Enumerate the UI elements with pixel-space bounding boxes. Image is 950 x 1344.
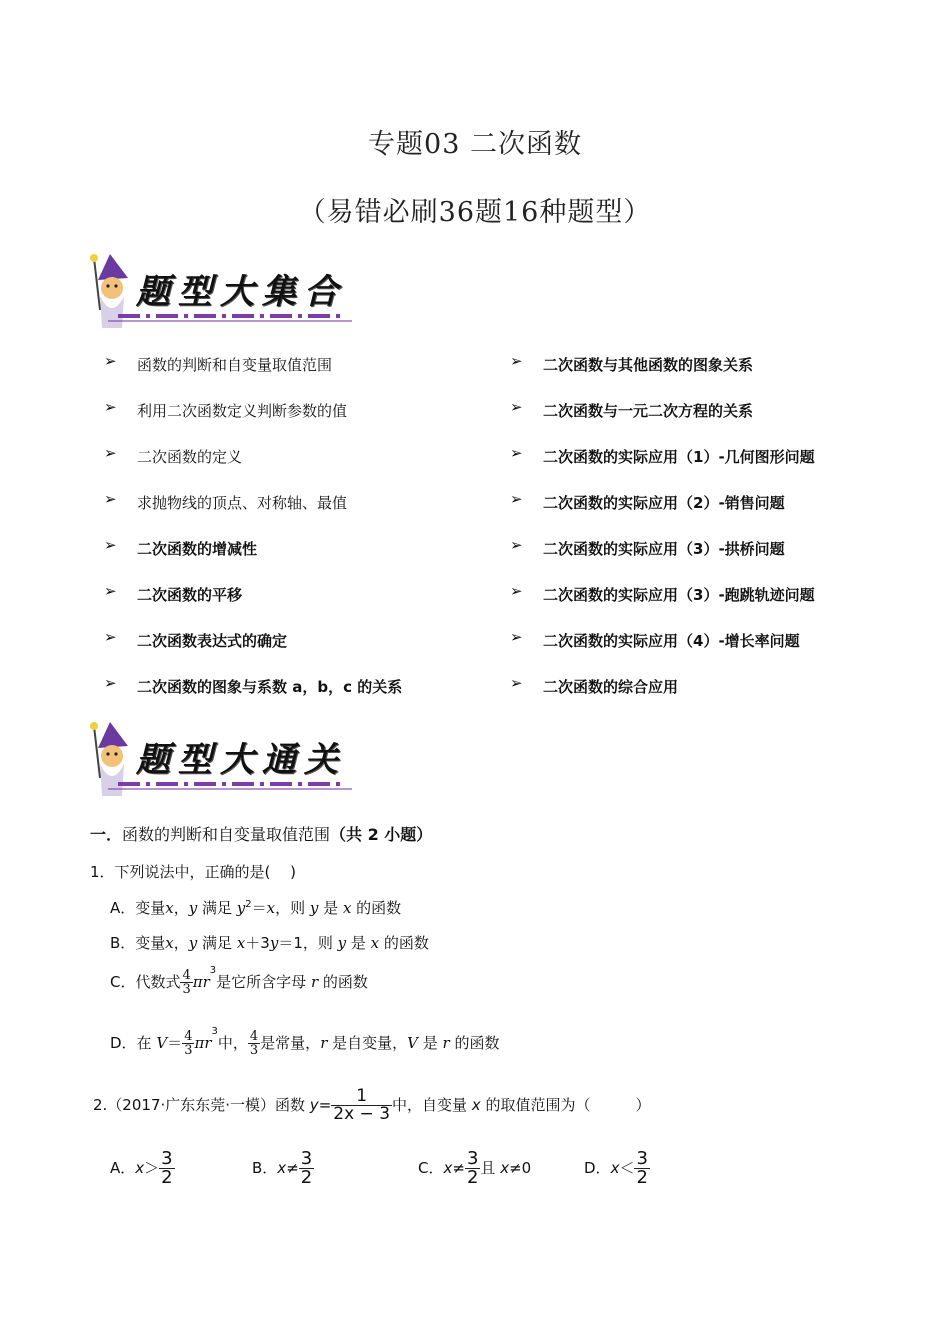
text: 是常量， xyxy=(260,1034,321,1052)
math-var: x xyxy=(277,1159,287,1177)
text: 中，自变量 xyxy=(392,1096,472,1114)
frac-den: 2 xyxy=(300,1167,313,1188)
math-var: x xyxy=(165,934,174,952)
text: 的函数 xyxy=(449,1034,500,1052)
question-1-option-d xyxy=(110,1027,499,1057)
fraction xyxy=(159,1150,174,1187)
bullet-arrow-icon: ➢ xyxy=(510,490,523,508)
exponent: 3 xyxy=(209,965,217,976)
math-var: x xyxy=(443,1159,453,1177)
question-2-option-d xyxy=(584,1150,650,1187)
text: 是 xyxy=(346,934,371,952)
topic-item: 二次函数与一元二次方程的关系 xyxy=(543,402,754,420)
option-label: B．变量 xyxy=(110,934,166,952)
frac-den: 2 xyxy=(161,1167,173,1188)
math-var: y xyxy=(269,934,279,952)
math-var: V xyxy=(156,1034,168,1052)
math-op: ≠ xyxy=(286,1159,299,1177)
fraction xyxy=(180,969,192,996)
topic-item: 二次函数的实际应用（1）-几何图形问题 xyxy=(543,448,815,466)
question-2-option-a xyxy=(110,1150,175,1187)
frac-den: 2 xyxy=(636,1167,648,1188)
topic-item: 二次函数的增减性 xyxy=(137,540,258,558)
math-expr: πr xyxy=(194,1034,212,1052)
math-var: x xyxy=(342,899,352,917)
frac-num: 4 xyxy=(249,1029,259,1044)
bullet-arrow-icon: ➢ xyxy=(104,398,117,416)
bullet-arrow-icon: ➢ xyxy=(104,582,117,600)
math-var: y xyxy=(337,934,347,952)
bullet-arrow-icon: ➢ xyxy=(510,582,523,600)
math-var: y xyxy=(309,899,319,917)
frac-den: 3 xyxy=(249,1043,259,1058)
fraction xyxy=(182,1030,194,1057)
math-var: y xyxy=(309,1096,319,1114)
fraction xyxy=(634,1150,649,1187)
question-2-option-c xyxy=(418,1150,531,1187)
option-label: D．在 xyxy=(110,1034,157,1052)
fraction xyxy=(331,1088,392,1123)
math-op: ≠ xyxy=(452,1159,465,1177)
banner-pass-text: 题型大通关 xyxy=(136,740,346,780)
question-2-option-b xyxy=(252,1150,314,1187)
text: 的函数 xyxy=(318,973,368,991)
frac-num: 3 xyxy=(466,1148,479,1169)
text: 是 xyxy=(318,899,343,917)
topic-item: 二次函数的实际应用（4）-增长率问题 xyxy=(543,632,800,650)
topic-item: 求抛物线的顶点、对称轴、最值 xyxy=(137,494,348,512)
text: 是自变量， xyxy=(327,1034,408,1052)
option-label: C．代数式 xyxy=(110,973,181,991)
text: 2.（2017·广东东莞·一模）函数 xyxy=(93,1096,310,1114)
question-1-stem: 1．下列说法中，正确的是( ) xyxy=(90,863,297,881)
text: 的函数 xyxy=(379,934,429,952)
bullet-arrow-icon: ➢ xyxy=(510,628,523,646)
text: ，则 xyxy=(275,899,310,917)
frac-num: 4 xyxy=(182,968,191,983)
math-var: x xyxy=(610,1159,620,1177)
math-var: V xyxy=(407,1034,418,1052)
bullet-arrow-icon: ➢ xyxy=(510,674,523,692)
frac-den: 2 xyxy=(466,1167,479,1188)
math-op: ＝ xyxy=(167,1034,183,1052)
math-expr: πr xyxy=(192,973,210,991)
frac-num: 3 xyxy=(300,1148,313,1169)
math-var: r xyxy=(320,1034,328,1052)
fraction xyxy=(248,1030,260,1057)
exponent: 3 xyxy=(211,1026,218,1037)
text: 的取值范围为（ ） xyxy=(480,1096,651,1114)
text: 满足 xyxy=(197,899,237,917)
punct: ， xyxy=(173,899,189,917)
question-1-option-c xyxy=(110,966,368,996)
fraction xyxy=(299,1150,314,1187)
topic-item: 二次函数的图象与系数 a，b，c 的关系 xyxy=(137,678,403,696)
bullet-arrow-icon: ➢ xyxy=(104,490,117,508)
frac-num: 4 xyxy=(184,1029,193,1044)
math-var: y xyxy=(236,899,246,917)
section-count: （共 2 小题） xyxy=(330,825,433,844)
topic-item: 二次函数与其他函数的图象关系 xyxy=(543,356,754,374)
topic-item: 二次函数表达式的确定 xyxy=(137,632,288,650)
topic-item: 利用二次函数定义判断参数的值 xyxy=(137,402,348,420)
math-var: y xyxy=(188,934,198,952)
banner-underline xyxy=(108,320,352,322)
frac-den: 3 xyxy=(184,1043,193,1058)
topic-item: 二次函数的平移 xyxy=(137,586,243,604)
frac-den: 2x − 3 xyxy=(333,1104,391,1124)
option-label: A．变量 xyxy=(110,899,166,917)
math-var: x xyxy=(370,934,380,952)
math-op: = xyxy=(318,1096,332,1114)
fraction xyxy=(465,1150,480,1187)
math-var: y xyxy=(188,899,198,917)
math-op: ＜ xyxy=(619,1159,635,1177)
banner-pass xyxy=(88,718,352,800)
text: ＝1，则 xyxy=(278,934,338,952)
option-label: D． xyxy=(584,1159,611,1177)
frac-num: 3 xyxy=(161,1148,173,1169)
math-op: ＝ xyxy=(251,899,267,917)
bullet-arrow-icon: ➢ xyxy=(104,628,117,646)
bullet-arrow-icon: ➢ xyxy=(510,444,523,462)
bullet-arrow-icon: ➢ xyxy=(104,444,117,462)
math-var: r xyxy=(442,1034,450,1052)
bullet-arrow-icon: ➢ xyxy=(104,674,117,692)
math-var: x xyxy=(165,899,174,917)
page-subtitle: （易错必刷36题16种题型） xyxy=(298,197,652,228)
text: 满足 xyxy=(197,934,237,952)
text: 是 xyxy=(417,1034,443,1052)
section-heading xyxy=(90,822,432,845)
math-var: x xyxy=(500,1159,510,1177)
question-1-option-b xyxy=(110,932,429,953)
text: 的函数 xyxy=(351,899,402,917)
topic-item: 二次函数的实际应用（3）-跑跳轨迹问题 xyxy=(543,586,815,604)
topic-item: 函数的判断和自变量取值范围 xyxy=(137,356,333,374)
text: 是它所含字母 xyxy=(216,973,311,991)
banner-collection-text: 题型大集合 xyxy=(136,272,346,312)
punct: ， xyxy=(173,934,189,952)
page-title: 专题03 二次函数 xyxy=(368,129,582,160)
topic-item: 二次函数的定义 xyxy=(137,448,243,466)
math-var: x xyxy=(236,934,246,952)
section-number: 一． xyxy=(90,825,123,844)
frac-num: 3 xyxy=(636,1148,648,1169)
option-label: B． xyxy=(252,1159,278,1177)
exponent: 2 xyxy=(245,899,252,910)
option-label: C． xyxy=(418,1159,444,1177)
banner-underline xyxy=(108,788,352,790)
question-2-stem xyxy=(93,1088,650,1123)
math-op: ＋3 xyxy=(245,934,270,952)
math-var: x xyxy=(471,1096,481,1114)
banner-collection xyxy=(88,250,352,332)
bullet-arrow-icon: ➢ xyxy=(104,352,117,370)
math-op: ＞ xyxy=(144,1159,160,1177)
math-var: x xyxy=(135,1159,145,1177)
topic-item: 二次函数的实际应用（2）-销售问题 xyxy=(543,494,785,512)
frac-den: 3 xyxy=(182,982,191,997)
banner-divider xyxy=(118,314,344,318)
math-var: r xyxy=(310,973,319,991)
option-label: A． xyxy=(110,1159,136,1177)
topic-item: 二次函数的综合应用 xyxy=(543,678,679,696)
bullet-arrow-icon: ➢ xyxy=(510,352,523,370)
section-title: 函数的判断和自变量取值范围 xyxy=(122,825,331,844)
bullet-arrow-icon: ➢ xyxy=(104,536,117,554)
bullet-arrow-icon: ➢ xyxy=(510,398,523,416)
banner-divider xyxy=(118,782,344,786)
text: 且 xyxy=(480,1159,501,1177)
topic-item: 二次函数的实际应用（3）-拱桥问题 xyxy=(543,540,785,558)
bullet-arrow-icon: ➢ xyxy=(510,536,523,554)
text: 中， xyxy=(217,1034,248,1052)
frac-num: 1 xyxy=(331,1088,392,1106)
math-var: x xyxy=(266,899,276,917)
question-1-option-a xyxy=(110,897,401,918)
math-op: ≠0 xyxy=(509,1159,532,1177)
